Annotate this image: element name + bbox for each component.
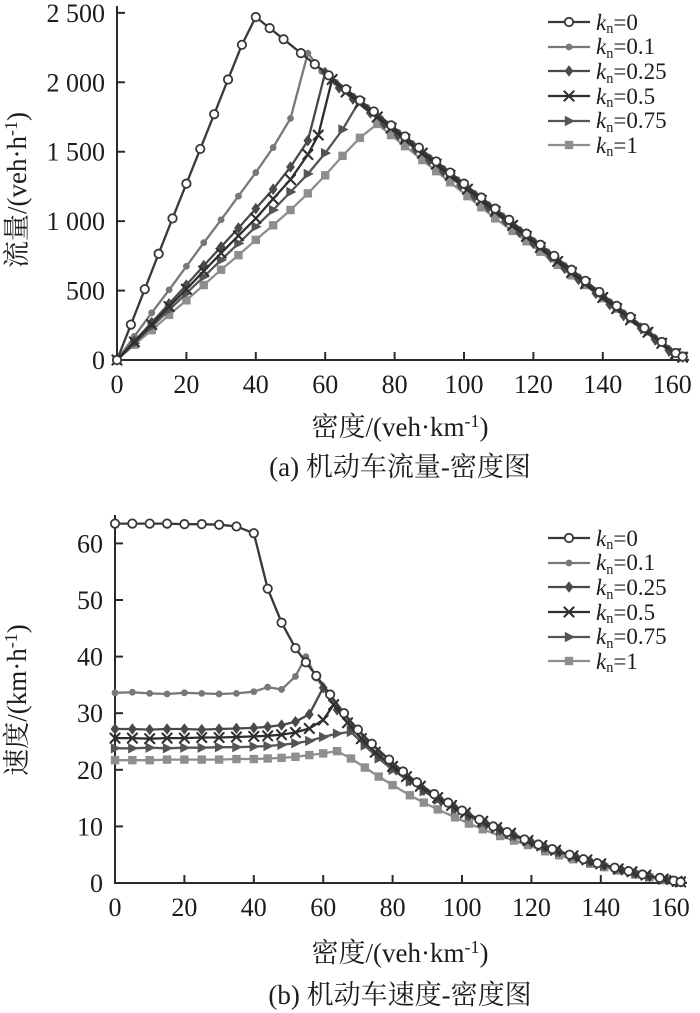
legend-b: [546, 525, 667, 677]
legend-item: [546, 624, 667, 652]
legend-label: $k_n=0.1$: [596, 34, 656, 62]
legend-label: $k_n=0.75$: [596, 108, 667, 136]
legend-item: [546, 132, 667, 161]
legend-marker-diamond: [546, 63, 592, 79]
legend-marker-square: [546, 653, 592, 669]
legend-label: $k_n=0$: [596, 525, 638, 554]
svg-text:10: 10: [77, 812, 103, 842]
legend-marker-x: [546, 604, 592, 620]
legend-marker-diamond: [546, 579, 592, 595]
legend-marker-circle: [546, 39, 592, 55]
legend-item: [546, 648, 667, 677]
svg-text:60: 60: [77, 529, 103, 559]
legend-label: $k_n=0.5$: [596, 83, 656, 112]
svg-text:160: 160: [650, 893, 690, 922]
svg-text:20: 20: [171, 893, 198, 922]
svg-text:0: 0: [92, 346, 105, 375]
caption-b: (b) 机动车速度-密度图: [268, 980, 532, 1010]
svg-text:0: 0: [110, 370, 124, 399]
legend-label: $k_n=0.25$: [596, 574, 667, 603]
flow-density-chart: [0, 0, 700, 484]
svg-text:500: 500: [66, 276, 105, 306]
svg-text:1 000: 1 000: [46, 207, 105, 237]
svg-text:40: 40: [242, 370, 269, 399]
legend-item: [546, 83, 667, 112]
y-axis-title-flow: 流量$/(veh\cdot h^{-1})$: [1, 112, 32, 268]
caption-a: (a) 机动车流量-密度图: [269, 452, 531, 482]
legend-marker-circle: [546, 555, 592, 571]
svg-text:160: 160: [652, 370, 692, 399]
legend-marker-circle-open: [546, 14, 592, 30]
legend-item: [546, 35, 667, 60]
legend-label: $k_n=1$: [596, 648, 638, 677]
svg-text:30: 30: [77, 699, 103, 729]
legend-item: [546, 108, 667, 136]
svg-text:20: 20: [77, 755, 103, 785]
legend-item: [546, 525, 667, 554]
svg-text:60: 60: [310, 893, 337, 922]
legend-label: $k_n=0.25$: [596, 58, 667, 87]
legend-marker-triangle-right: [546, 113, 592, 129]
legend-marker-square: [546, 137, 592, 153]
legend-marker-triangle-right: [546, 629, 592, 645]
svg-text:50: 50: [77, 586, 103, 615]
svg-text:100: 100: [442, 893, 482, 922]
svg-text:2 500: 2 500: [46, 0, 105, 28]
svg-text:40: 40: [77, 642, 103, 672]
svg-text:40: 40: [240, 893, 267, 922]
svg-text:1 500: 1 500: [46, 137, 105, 167]
legend-marker-circle-open: [546, 530, 592, 546]
svg-text:60: 60: [312, 370, 339, 399]
svg-text:2 000: 2 000: [46, 68, 105, 98]
svg-text:20: 20: [173, 370, 200, 399]
legend-item: [546, 551, 667, 576]
legend-marker-x: [546, 88, 592, 104]
svg-text:80: 80: [381, 370, 408, 399]
svg-text:0: 0: [90, 869, 103, 898]
svg-text:140: 140: [581, 893, 621, 922]
svg-text:0: 0: [108, 893, 122, 922]
legend-item: [546, 9, 667, 38]
legend-label: $k_n=0.75$: [596, 624, 667, 652]
legend-item: [546, 574, 667, 603]
legend-item: [546, 58, 667, 87]
legend-label: $k_n=1$: [596, 132, 638, 161]
x-axis-title-density-b: 密度$/(veh\cdot km^{-1})$: [311, 937, 489, 968]
svg-text:80: 80: [379, 893, 406, 922]
legend-label: $k_n=0.1$: [596, 550, 656, 578]
svg-text:140: 140: [583, 370, 623, 399]
legend-label: $k_n=0.5$: [596, 599, 656, 628]
legend-item: [546, 599, 667, 628]
legend-a: [546, 9, 667, 161]
x-axis-title-density-a: 密度$/(veh\cdot km^{-1})$: [311, 411, 489, 442]
svg-text:120: 120: [511, 893, 551, 922]
legend-label: $k_n=0$: [596, 9, 638, 38]
speed-density-chart: [0, 484, 700, 1013]
svg-text:100: 100: [444, 370, 484, 399]
svg-text:120: 120: [513, 370, 553, 399]
y-axis-title-speed: 速度$/(km\cdot h^{-1})$: [1, 624, 32, 776]
